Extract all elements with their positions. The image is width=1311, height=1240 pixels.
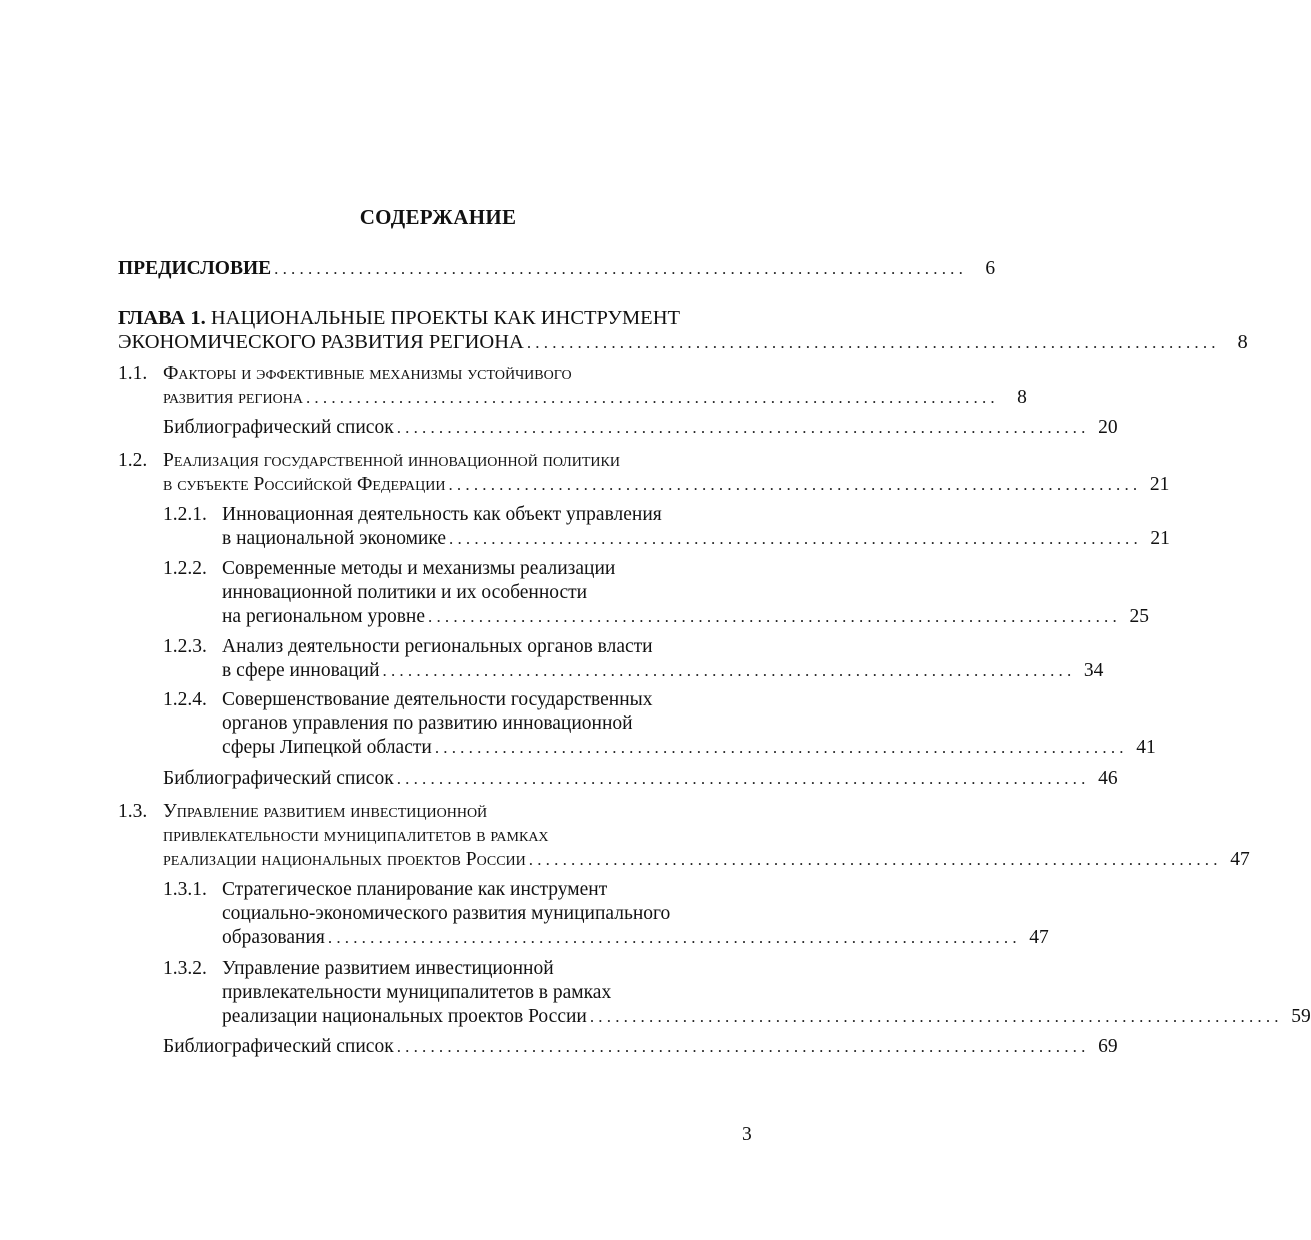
- entry-line: Инновационная деятельность как объект управления: [222, 504, 662, 525]
- toc-entry-1-2-2: [163, 557, 1149, 629]
- entry-page: 47: [1029, 927, 1049, 948]
- toc-entry-1-3-bibliography: [163, 1035, 1118, 1059]
- entry-number: 1.2.3.: [163, 636, 207, 657]
- entry-line: развития региона: [163, 387, 303, 408]
- entry-line: привлекательности муниципалитетов в рамках: [222, 982, 612, 1003]
- toc-entry-chapter-1: [118, 306, 1248, 354]
- entry-line: на региональном уровне: [222, 606, 426, 627]
- toc-entry-1-2-3: [163, 635, 1104, 683]
- entry-number: 1.1.: [118, 363, 148, 384]
- entry-label: Библиографический список: [163, 417, 394, 438]
- entry-page: 59: [1291, 1006, 1311, 1027]
- entry-page: 21: [1150, 528, 1170, 549]
- dot-leader: ..................................................................................: [526, 333, 1220, 352]
- entry-line: Управление развитием инвестиционной: [163, 801, 488, 822]
- dot-leader: ..................................................................................: [449, 529, 1142, 548]
- entry-line: органов управления по развитию инновационной: [222, 713, 633, 734]
- entry-line: инновационной политики и их особенности: [222, 582, 588, 603]
- entry-line: реализации национальных проектов России: [163, 849, 526, 870]
- dot-leader: ..................................................................................: [327, 928, 1021, 947]
- toc-entry-1-2-bibliography: [163, 767, 1118, 791]
- dot-leader: ..................................................................................: [382, 661, 1076, 680]
- entry-line: образования: [222, 927, 325, 948]
- dot-leader: ..................................................................................: [589, 1007, 1283, 1026]
- dot-leader: ..................................................................................: [396, 769, 1090, 788]
- entry-line: социально-экономического развития муниципального: [222, 903, 671, 924]
- page-number: 3: [742, 1124, 752, 1145]
- entry-label: ПРЕДИСЛОВИЕ: [118, 258, 272, 279]
- entry-line: Современные методы и механизмы реализации: [222, 558, 616, 579]
- entry-page: 20: [1098, 417, 1118, 438]
- toc-entry-1-3-2: [163, 957, 1311, 1029]
- toc-entry-1-1-bibliography: [163, 416, 1118, 440]
- toc-entry-1-3-1: [163, 878, 1049, 950]
- entry-number: 1.3.: [118, 801, 148, 822]
- entry-line: сферы Липецкой области: [222, 737, 432, 758]
- entry-page: 6: [985, 258, 996, 279]
- entry-number: 1.3.2.: [163, 958, 207, 979]
- entry-line: ЭКОНОМИЧЕСКОГО РАЗВИТИЯ РЕГИОНА: [118, 331, 524, 353]
- entry-label: Библиографический список: [163, 768, 394, 789]
- entry-page: 8: [1017, 387, 1027, 408]
- toc-entry-preface: [118, 257, 996, 281]
- entry-line: привлекательности муниципалитетов в рамках: [163, 825, 549, 846]
- page-title: СОДЕРЖАНИЕ: [359, 205, 517, 229]
- entry-page: 69: [1098, 1036, 1118, 1057]
- entry-line: в национальной экономике: [222, 528, 447, 549]
- entry-line: Анализ деятельности региональных органов власти: [222, 636, 653, 657]
- entry-page: 21: [1149, 474, 1170, 495]
- entry-page: 47: [1230, 849, 1250, 870]
- entry-line: Факторы и эффективные механизмы устойчивого: [163, 363, 572, 384]
- entry-line: Реализация государственной инновационной политики: [163, 450, 620, 471]
- toc-entry-1-2: [118, 449, 1170, 497]
- entry-line: Управление развитием инвестиционной: [222, 958, 554, 979]
- dot-leader: ..................................................................................: [396, 1037, 1090, 1056]
- chapter-prefix: ГЛАВА 1.: [118, 307, 206, 329]
- entry-line: в субъекте Российской Федерации: [163, 474, 446, 495]
- entry-page: 46: [1098, 768, 1118, 789]
- dot-leader: ..................................................................................: [274, 259, 968, 278]
- dot-leader: ..................................................................................: [428, 607, 1121, 626]
- dot-leader: ..................................................................................: [434, 738, 1128, 757]
- entry-number: 1.2.2.: [163, 558, 207, 579]
- entry-line: Стратегическое планирование как инструмент: [222, 879, 608, 900]
- entry-label: Библиографический список: [163, 1036, 394, 1057]
- entry-number: 1.3.1.: [163, 879, 207, 900]
- entry-line: Совершенствование деятельности государственных: [222, 689, 653, 710]
- dot-leader: ..................................................................................: [448, 475, 1142, 494]
- toc-entry-1-2-4: [163, 688, 1156, 760]
- entry-page: 25: [1129, 606, 1149, 627]
- dot-leader: ..................................................................................: [396, 418, 1090, 437]
- entry-number: 1.2.1.: [163, 504, 207, 525]
- entry-number: 1.2.4.: [163, 689, 207, 710]
- entry-page: 8: [1237, 331, 1248, 353]
- toc-entry-1-2-1: [163, 503, 1170, 551]
- toc-entry-1-3: [118, 800, 1250, 872]
- entry-number: 1.2.: [118, 450, 148, 471]
- entry-line: НАЦИОНАЛЬНЫЕ ПРОЕКТЫ КАК ИНСТРУМЕНТ: [210, 307, 681, 329]
- entry-page: 34: [1083, 660, 1104, 681]
- toc-entry-1-1: [118, 362, 1027, 410]
- entry-page: 41: [1136, 737, 1156, 758]
- entry-line: в сфере инноваций: [222, 660, 380, 681]
- dot-leader: ..................................................................................: [528, 850, 1222, 869]
- entry-line: реализации национальных проектов России: [222, 1006, 587, 1027]
- dot-leader: ..................................................................................: [305, 388, 999, 407]
